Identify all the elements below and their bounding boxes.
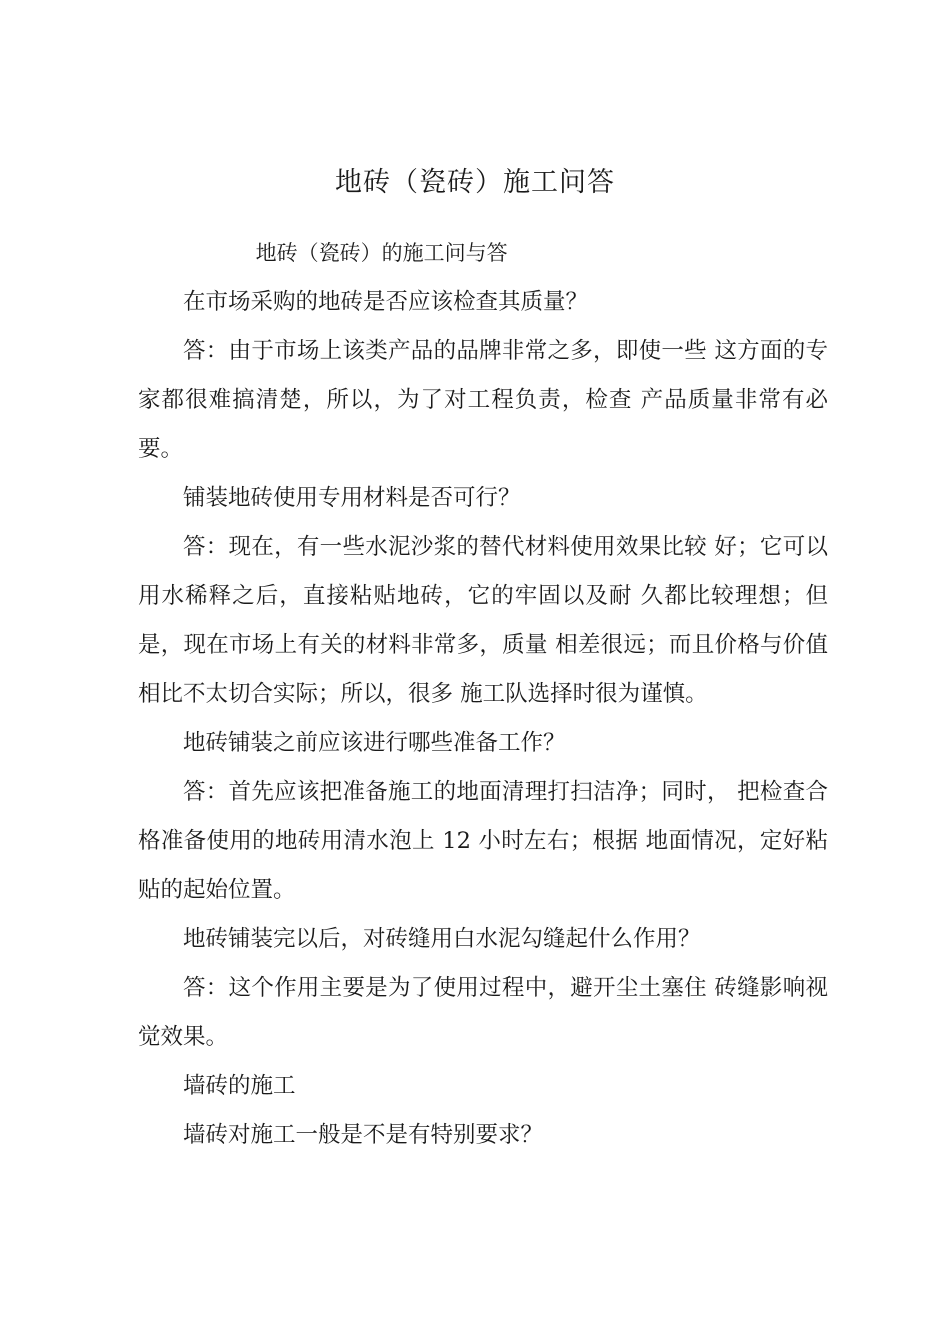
document-subtitle: 地砖（瓷砖）的施工问与答 — [255, 241, 508, 265]
answer-paragraph: 答：首先应该把准备施工的地面清理打扫洁净；同时， 把检查合格准备使用的地砖用清水泡上 12 小时左右；根据 地面情况，定好粘贴的起始位置。 — [138, 779, 828, 903]
question-paragraph: 墙砖对施工一般是不是有特别要求？ — [183, 1122, 544, 1148]
answer-paragraph: 答：这个作用主要是为了使用过程中，避开尘土塞住 砖缝影响视觉效果。 — [138, 975, 828, 1050]
question-paragraph: 地砖铺装之前应该进行哪些准备工作？ — [183, 730, 566, 756]
question-paragraph: 在市场采购的地砖是否应该检查其质量？ — [183, 289, 589, 315]
answer-paragraph: 答：由于市场上该类产品的品牌非常之多，即使一些 这方面的专家都很难搞清楚，所以，为了对工程负责，检查 产品质量非常有必要。 — [138, 338, 828, 462]
question-paragraph: 地砖铺装完以后，对砖缝用白水泥勾缝起什么作用？ — [183, 926, 701, 952]
answer-paragraph: 答：现在，有一些水泥沙浆的替代材料使用效果比较 好；它可以用水稀释之后，直接粘贴地砖，它的牢固以及耐 久都比较理想；但是，现在市场上有关的材料非常多，质量 相差很远；而且价格与价值相比不太切合实际；所以，很多 施工队选择时很为谨慎。 — [138, 534, 828, 707]
question-paragraph: 铺装地砖使用专用材料是否可行？ — [183, 485, 521, 511]
document-body — [138, 232, 828, 1160]
document-title: 地砖（瓷砖）施工问答 — [335, 167, 615, 198]
section-heading: 墙砖的施工 — [183, 1073, 296, 1099]
